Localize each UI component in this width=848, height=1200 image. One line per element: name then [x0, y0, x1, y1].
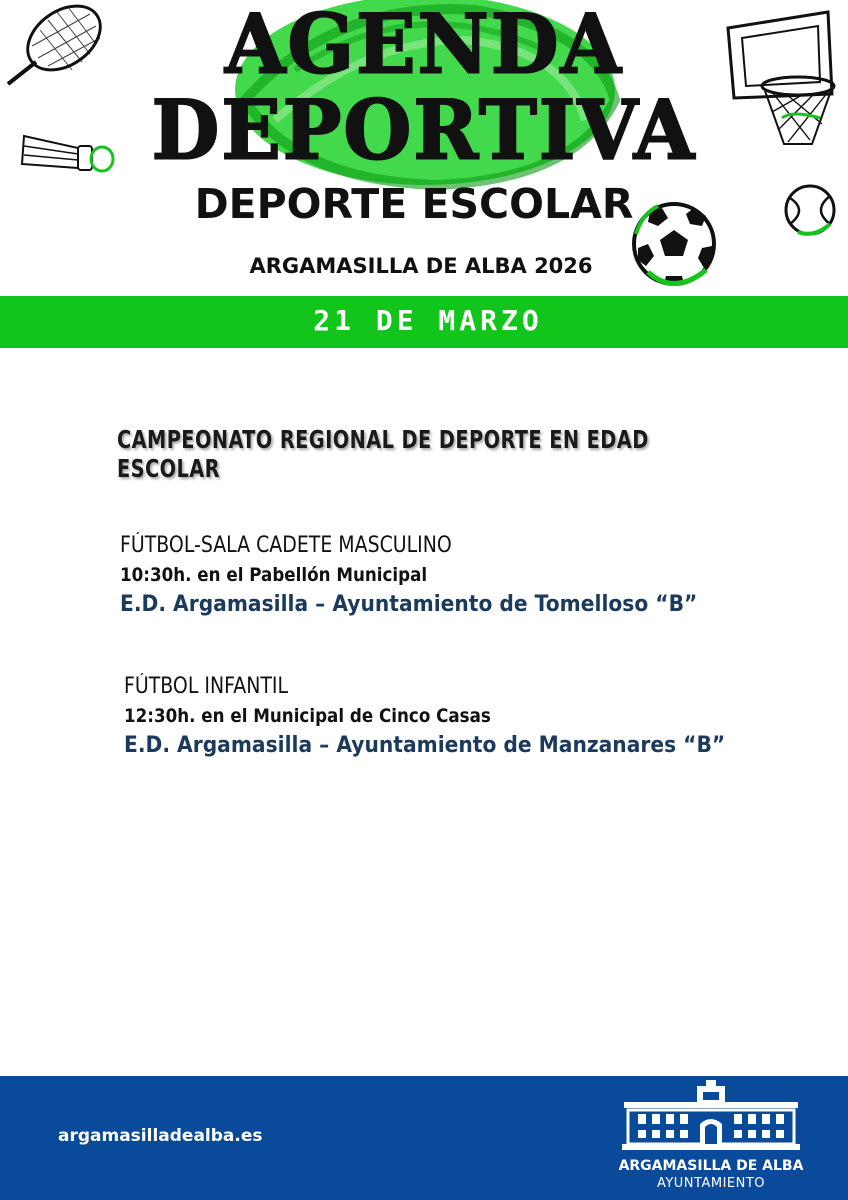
agenda-title-line1: AGENDA [224, 0, 624, 93]
championship-heading: CAMPEONATO REGIONAL DE DEPORTE EN EDAD ESCOLAR [117, 425, 649, 483]
town-hall-logo-icon [618, 1080, 804, 1156]
event-match: E.D. Argamasilla – Ayuntamiento de Tomelloso “B” [120, 592, 698, 617]
event-time-venue: 12:30h. en el Municipal de Cinco Casas [124, 705, 491, 727]
website-link[interactable]: argamasilladealba.es [58, 1126, 263, 1146]
event-date: 21 DE MARZO [313, 304, 543, 337]
footer-bar [0, 1076, 848, 1200]
date-banner [0, 296, 848, 348]
event-match: E.D. Argamasilla – Ayuntamiento de Manzanares “B” [124, 733, 726, 758]
subtitle: DEPORTE ESCOLAR [194, 180, 634, 228]
event-time-venue: 10:30h. en el Pabellón Municipal [120, 564, 428, 586]
event-sport: FÚTBOL INFANTIL [124, 674, 289, 699]
poster-header [0, 0, 848, 296]
logo-name: ARGAMASILLA DE ALBA [618, 1158, 804, 1174]
event-item [124, 672, 778, 762]
town-year-label: ARGAMASILLA DE ALBA 2026 [249, 254, 593, 278]
logo-subtitle: AYUNTAMIENTO [656, 1176, 766, 1191]
event-sport: FÚTBOL-SALA CADETE MASCULINO [120, 533, 452, 558]
town-hall-logo [618, 1080, 804, 1196]
event-item [120, 531, 748, 621]
agenda-title-line2: DEPORTIVA [151, 82, 697, 179]
